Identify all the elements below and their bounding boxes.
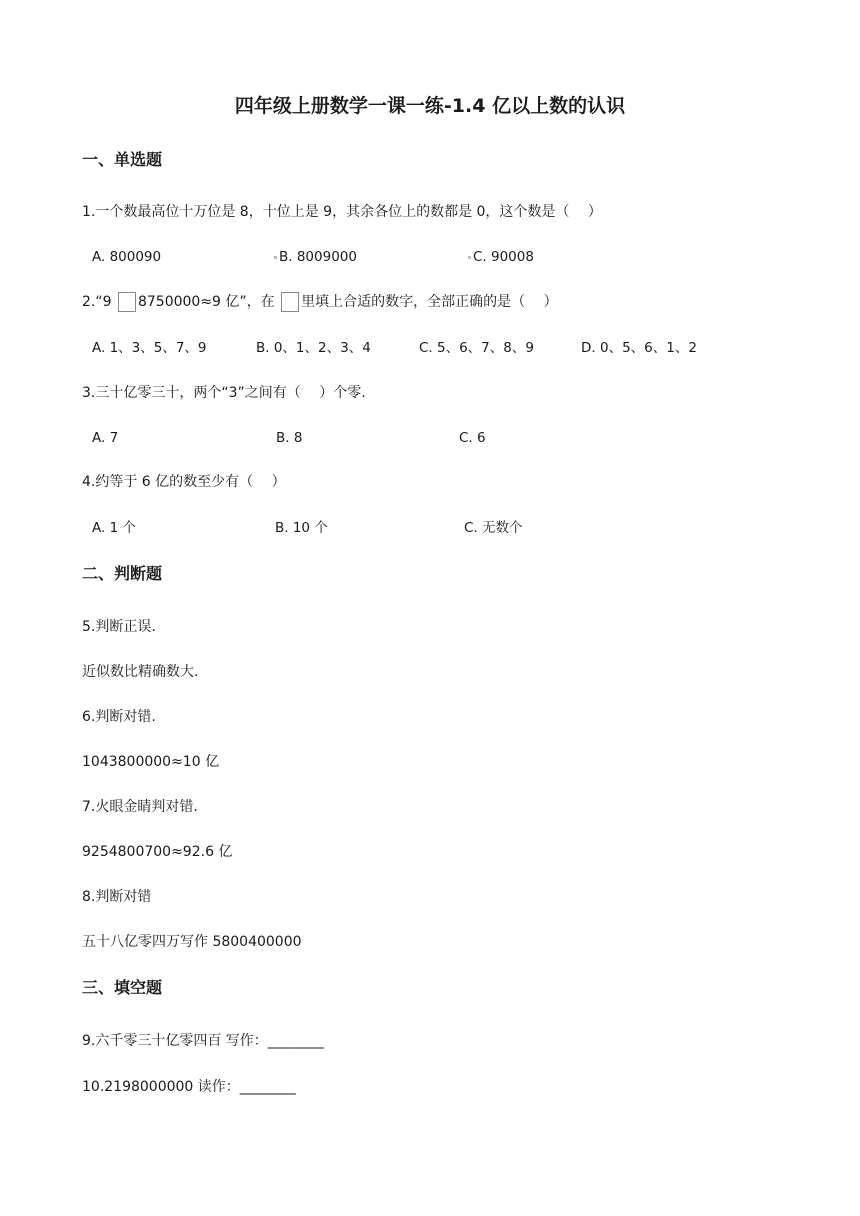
marker-dot-icon xyxy=(274,256,277,259)
marker-dot-icon xyxy=(468,256,471,259)
question-4-text: 4.约等于 6 亿的数至少有（ ） xyxy=(82,474,286,490)
blank-box xyxy=(118,292,136,312)
question-1-option-b: B. 8009000 xyxy=(274,247,357,267)
question-8-body: 五十八亿零四万写作 5800400000 xyxy=(82,934,302,950)
question-3-option-c: C. 6 xyxy=(459,430,486,446)
section-heading-true-false: 二、判断题 xyxy=(82,564,163,583)
question-1-option-a: A. 800090 xyxy=(92,249,162,265)
question-3-text: 3.三十亿零三十，两个“3”之间有（ ）个零. xyxy=(82,385,366,401)
page-title: 四年级上册数学一课一练-1.4 亿以上数的认识 xyxy=(234,95,626,117)
question-1-text: 1.一个数最高位十万位是 8，十位上是 9，其余各位上的数都是 0，这个数是（ ） xyxy=(82,204,602,220)
question-6-text: 6.判断对错. xyxy=(82,709,156,725)
question-5-body: 近似数比精确数大. xyxy=(82,664,199,680)
question-7-text: 7.火眼金睛判对错. xyxy=(82,799,198,815)
question-3-option-b: B. 8 xyxy=(276,430,303,446)
question-2-option-c: C. 5、6、7、8、9 xyxy=(419,340,534,356)
question-1-option-c: C. 90008 xyxy=(468,247,534,267)
question-4-option-c: C. 无数个 xyxy=(464,520,523,536)
section-heading-fill-in: 三、填空题 xyxy=(82,978,163,997)
question-5-text: 5.判断正误. xyxy=(82,619,156,635)
question-2-text: 2.“9 8750000≈9 亿”，在 里填上合适的数字，全部正确的是（ ） xyxy=(82,294,558,310)
question-2-option-d: D. 0、5、6、1、2 xyxy=(581,340,697,356)
question-4-option-a: A. 1 个 xyxy=(92,520,136,536)
section-heading-single-choice: 一、单选题 xyxy=(82,150,163,169)
question-9-text: 9.六千零三十亿零四百 写作：________ xyxy=(82,1033,324,1049)
question-8-text: 8.判断对错 xyxy=(82,889,152,905)
question-10-text: 10.2198000000 读作：________ xyxy=(82,1079,296,1095)
question-2-option-b: B. 0、1、2、3、4 xyxy=(256,340,371,356)
question-6-body: 1043800000≈10 亿 xyxy=(82,754,220,770)
blank-box xyxy=(281,292,299,312)
question-7-body: 9254800700≈92.6 亿 xyxy=(82,844,233,860)
question-4-option-b: B. 10 个 xyxy=(275,520,328,536)
question-2-option-a: A. 1、3、5、7、9 xyxy=(92,340,207,356)
question-3-option-a: A. 7 xyxy=(92,430,119,446)
